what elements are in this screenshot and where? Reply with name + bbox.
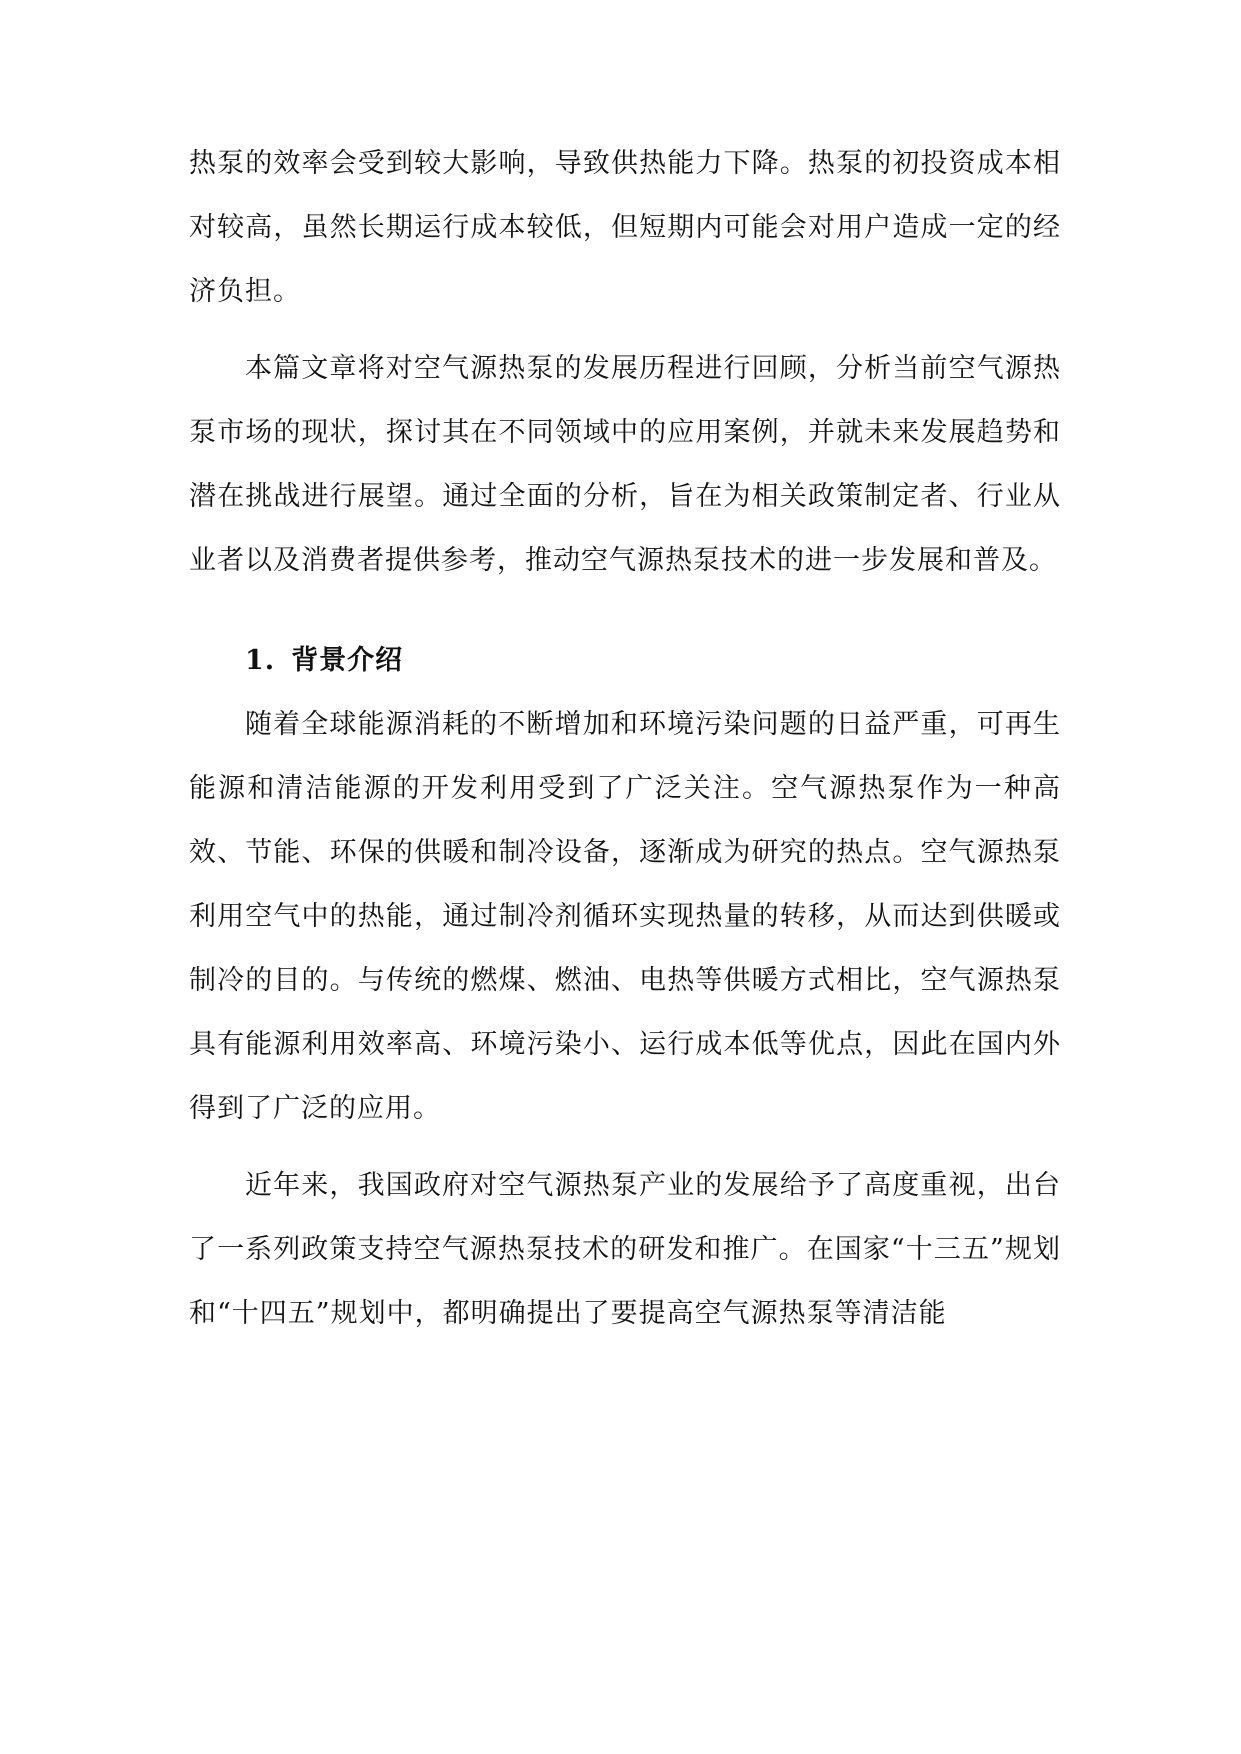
- paragraph-policy: 近年来，我国政府对空气源热泵产业的发展给予了高度重视，出台了一系列政策支持空气源热泵技术的研发和推广。在国家“十三五”规划和“十四五”规划中，都明确提出了要提高空气源热泵等清洁能: [189, 1170, 1061, 1329]
- paragraph-background: 随着全球能源消耗的不断增加和环境污染问题的日益严重，可再生能源和清洁能源的开发利用受到了广泛关注。空气源热泵作为一种高效、节能、环保的供暖和制冷设备，逐渐成为研究的热点。空气源热泵利用空气中的热能，通过制冷剂循环实现热量的转移，从而达到供暖或制冷的目的。与传统的燃煤、燃油、电热等供暖方式相比，空气源热泵具有能源利用效率高、环境污染小、运行成本低等优点，因此在国内外得到了广泛的应用。: [189, 709, 1061, 1124]
- section-heading: [189, 629, 1061, 693]
- section-number: 1.: [245, 645, 276, 676]
- paragraph-article-overview: 本篇文章将对空气源热泵的发展历程进行回顾，分析当前空气源热泵市场的现状，探讨其在不同领域中的应用案例，并就未来发展趋势和潜在挑战进行展望。通过全面的分析，旨在为相关政策制定者、行业从业者以及消费者提供参考，推动空气源热泵技术的进一步发展和普及。: [189, 353, 1061, 576]
- document-body: [189, 132, 1061, 1346]
- paragraph-continued: 热泵的效率会受到较大影响，导致供热能力下降。热泵的初投资成本相对较高，虽然长期运行成本较低，但短期内可能会对用户造成一定的经济负担。: [189, 148, 1061, 307]
- section-title: 背景介绍: [291, 645, 404, 676]
